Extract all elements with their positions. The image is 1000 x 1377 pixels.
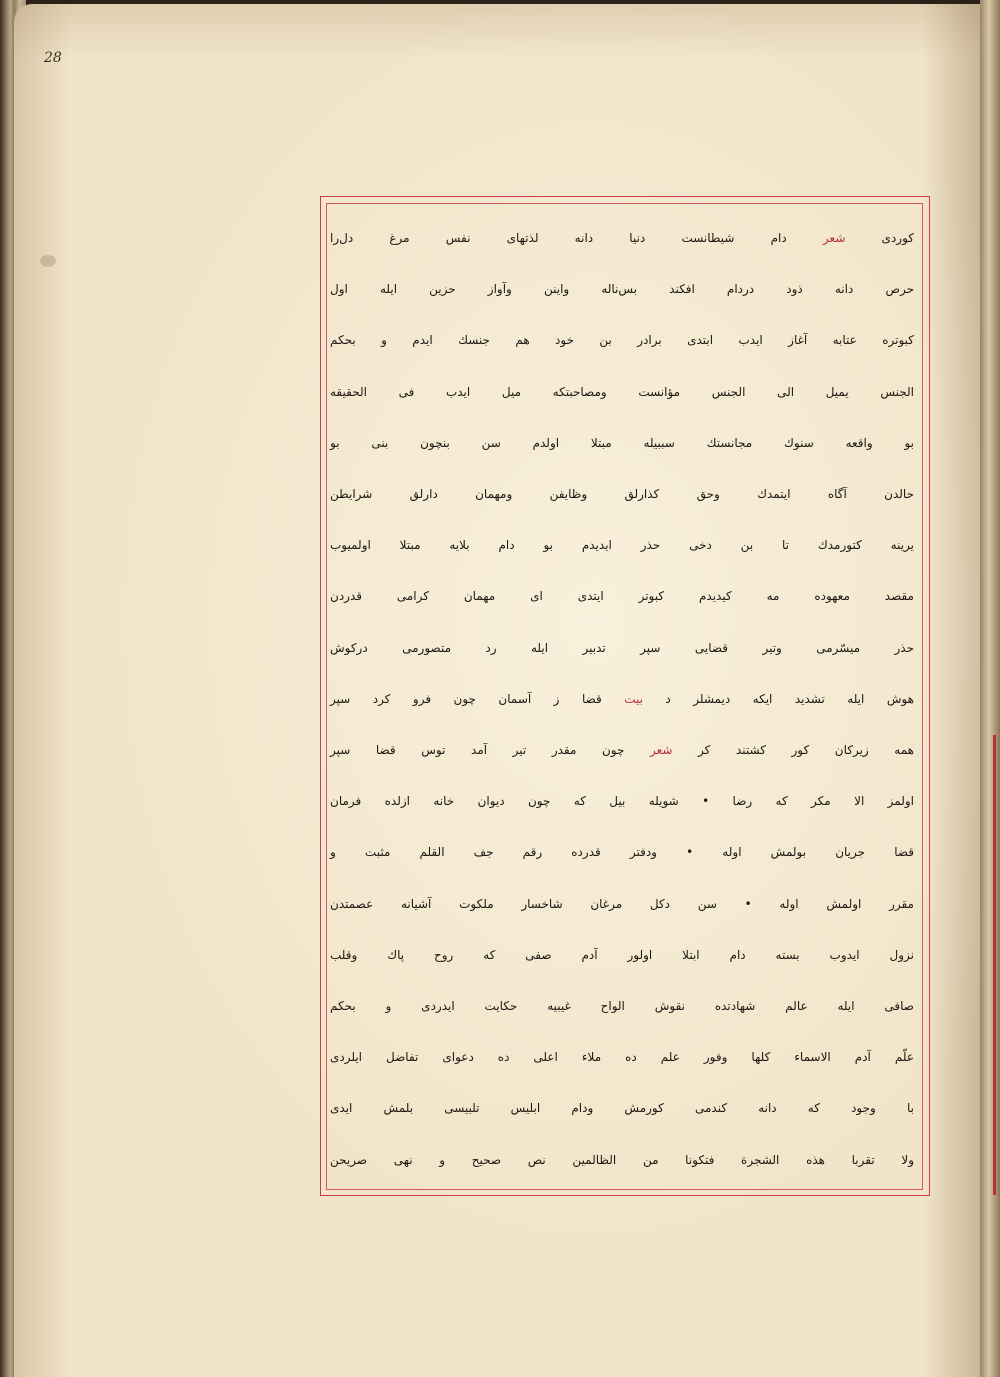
folio-number: 28 [44, 50, 62, 66]
manuscript-line [330, 744, 914, 756]
line-text: هوش ایله تشدید ایکه دیمشلر د [642, 691, 915, 706]
manuscript-line [330, 1051, 914, 1063]
line-text: صافی ایله عالم شهادتده نقوش الواح غیبیه حکایت ایدردی و بحکم [330, 999, 914, 1013]
line-text: قضا جریان بولمش اوله • ودفتر قدرده رقم جف القلم مثبت و [330, 845, 914, 860]
manuscript-line [330, 283, 914, 295]
manuscript-line [330, 488, 914, 500]
rubric-word: شعر [822, 231, 846, 245]
text-block [330, 206, 920, 1186]
book-spine [980, 0, 1000, 1377]
binding-thread [993, 735, 996, 1195]
manuscript-line [330, 386, 914, 398]
manuscript-line [330, 1000, 914, 1012]
paper-stain [40, 255, 56, 267]
manuscript-line [330, 539, 914, 551]
manuscript-line [330, 949, 914, 961]
manuscript-line [330, 846, 914, 858]
line-text: دام شیطانست دنیا دانه لذتهای نفس مرغ دل‌را [330, 231, 823, 245]
manuscript-line [330, 693, 914, 705]
line-text: کوردی [845, 231, 914, 245]
line-text: یرینه کتورمدك تا بن دخی حذر ایدیدم بو دام بلایه مبتلا اولمیوب [330, 538, 914, 553]
line-text: همه زیرکان کور کشتند کر [672, 743, 914, 757]
manuscript-line [330, 1154, 914, 1166]
line-text: با وجود که دانه کندمی کورمش ودام ابلیس تلبیسی بلمش ایدی [330, 1101, 914, 1116]
line-text: اولمز الا مکر که رضا • شویله بیل که چون دیوان خانه ازلده فرمان [330, 794, 914, 809]
line-text: بو واقعه سنوك مجانستك سببیله مبتلا اولدم سن بنچون بنی بو [330, 435, 914, 450]
rubric-word: بیت [624, 691, 643, 706]
manuscript-line [330, 642, 914, 654]
line-text: حذر میسّرمی وتیر قضایی سپر تدبیر ایله رد متصورمی درکوش [330, 640, 914, 655]
line-text: چون مقدر تیر آمد توس قضا سپر [330, 743, 650, 757]
manuscript-line [330, 1102, 914, 1114]
line-text: مقرر اولمش اوله • سن دکل مرغان شاخسار ملکوت آشیانه عصمتدن [330, 896, 914, 911]
manuscript-line [330, 334, 914, 346]
line-text: ولا تقربا هذه الشجرة فتکونا من الظالمین نص صحیح و نهی صریحن [330, 1152, 914, 1167]
line-text: قضا ز آسمان چون فرو کرد سپر [330, 691, 625, 706]
line-text: نزول ایدوب بسته دام ابتلا اولور آدم صفی که روح پاك وقلب [330, 947, 914, 962]
manuscript-line [330, 898, 914, 910]
line-text: کبوتره عتابه آغاز ایدب ابتدی برادر بن خود هم جنسك ایدم و بحکم [330, 333, 914, 348]
line-text: علّم آدم الاسماء کلها وفور علم ده ملاء اعلی ده دعوای تفاضل ایلردی [330, 1050, 914, 1065]
manuscript-line [330, 232, 914, 244]
line-text: حرص دانه ذود دردام افکند بس‌ناله واینن وآواز حزین ایله اول [330, 282, 914, 297]
line-text: حالدن آگاه ایتمدك وحق کذارلق وظایفن ومهمان دارلق شرایطن [330, 487, 914, 501]
manuscript-line [330, 590, 914, 602]
rubric-word: شعر [650, 743, 673, 757]
line-text: مقصد معهوده مه کیدیدم کبوتر ایتدی ای مهمان کرامی قدردن [330, 589, 914, 604]
manuscript-line [330, 437, 914, 449]
manuscript-line [330, 795, 914, 807]
line-text: الجنس یمیل الی الجنس مؤانست ومصاحبتکه میل ایدب فی الحقیقه [330, 384, 914, 399]
